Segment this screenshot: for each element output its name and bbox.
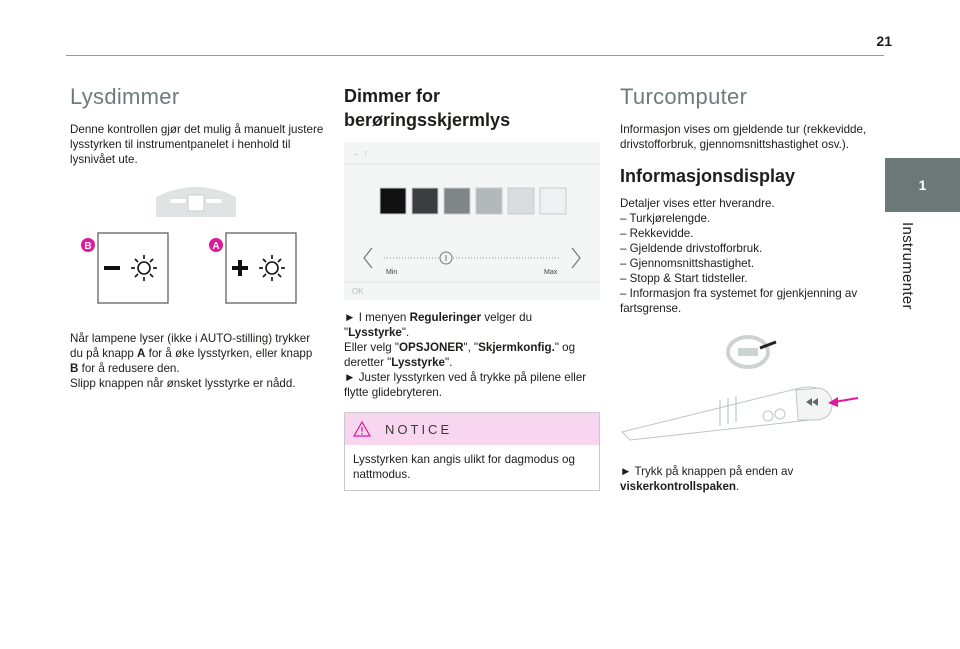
list-item: – Informasjon fra systemet for gjenkjenning av fartsgrense.: [620, 287, 858, 315]
list-item: – Gjennomsnittshastighet.: [620, 257, 755, 270]
chapter-tab[interactable]: [885, 158, 960, 212]
lysdimmer-body: [70, 331, 325, 391]
step-text: .: [736, 480, 740, 493]
brightness-swatch: [380, 188, 406, 214]
step-text: ".: [445, 356, 453, 369]
body-line: Når lampene lyser (ikke i AUTO-stilling) trykker: [70, 332, 311, 345]
steering-wheel-icon: [728, 337, 776, 367]
top-rule: [66, 55, 884, 56]
info-list: [620, 211, 875, 316]
wiper-stalk-illustration: [620, 322, 875, 460]
turcomputer-intro: Informasjon vises om gjeldende tur (rekkevidde, drivstofforbruk, gjennomsnittshastighet osv.).: [620, 123, 867, 151]
section-subtitle-infodisplay: Informasjonsdisplay: [620, 166, 796, 186]
brightness-swatch: [476, 188, 502, 214]
touchscreen-illustration: [344, 142, 600, 300]
list-item: – Gjeldende drivstofforbruk.: [620, 242, 763, 255]
section-title-lysdimmer: Lysdimmer: [70, 84, 180, 109]
left-arrow-icon: [364, 248, 372, 268]
step-control: viskerkontrollspaken: [620, 480, 736, 493]
body-key-a: A: [137, 347, 146, 360]
step-text: ► Trykk på knappen på enden av: [620, 465, 794, 478]
column-turcomputer: [620, 80, 875, 494]
brightness-swatch: [444, 188, 470, 214]
step-menu: Reguleringer: [409, 311, 482, 324]
brightness-swatch: [412, 188, 438, 214]
body-text: du på knapp: [70, 347, 138, 360]
step-text: ".: [401, 326, 410, 339]
warning-icon: [353, 421, 371, 437]
dimmer-illustration: [70, 175, 325, 325]
step-text: " og: [554, 341, 576, 354]
title-line: berøringsskjermlys: [344, 110, 511, 130]
slider-min-label: Min: [386, 269, 398, 276]
body-key-b: B: [70, 362, 79, 375]
brightness-swatch: [508, 188, 534, 214]
step-text: ► Juster lysstyrken ved å trykke på pilene eller flytte glidebryteren.: [344, 371, 587, 399]
wiper-stalk-icon: [622, 387, 832, 440]
info-list-intro: Detaljer vises etter hverandre.: [620, 197, 775, 210]
notice-box: [344, 412, 600, 491]
list-item: – Stopp & Start tidsteller.: [620, 272, 748, 285]
right-arrow-icon: [572, 248, 580, 268]
step-text: deretter ": [344, 356, 392, 369]
marker-b-label: B: [84, 241, 92, 252]
step-menu: OPSJONER: [399, 341, 464, 354]
step-menu: Lysstyrke: [391, 356, 446, 369]
marker-a-label: A: [212, 241, 220, 252]
chapter-label: Instrumenter: [899, 222, 916, 310]
marker-b: [81, 238, 95, 252]
title-line: Dimmer for: [344, 86, 441, 106]
notice-body: Lysstyrken kan angis ulikt for dagmodus og nattmodus.: [353, 453, 575, 481]
step-text: velger du: [481, 311, 533, 324]
step-menu: Skjermkonfig.: [478, 341, 555, 354]
brightness-swatch: [540, 188, 566, 214]
step-text: ► I menyen: [344, 311, 410, 324]
wiper-step: [620, 464, 875, 494]
step-text: Eller velg ": [344, 341, 400, 354]
column-dimmer-beroringsskjerm: [344, 80, 600, 491]
section-title-dimmer: [344, 84, 600, 132]
button-b-illustration: [98, 233, 168, 303]
back-arrow-icon: ← ↑: [352, 148, 369, 158]
pointer-arrow-icon: [828, 397, 858, 407]
list-item: – Rekkevidde.: [620, 227, 694, 240]
marker-a: [209, 238, 223, 252]
lysdimmer-intro: Denne kontrollen gjør det mulig å manuelt justere lysstyrken til instrumentpanelet i henhold til lysnivået ute.: [70, 123, 324, 166]
ok-label: OK: [352, 287, 364, 296]
page-number: 21: [876, 33, 892, 49]
slider-max-label: Max: [544, 269, 558, 276]
body-text: for å øke lysstyrken, eller knapp: [145, 347, 313, 360]
touchscreen-graphic: [344, 142, 600, 300]
column-lysdimmer: [70, 80, 325, 391]
step-text: ", ": [463, 341, 479, 354]
button-a-illustration: [226, 233, 296, 303]
dashboard-outline-icon: [156, 187, 236, 217]
brightness-swatches: [380, 188, 566, 214]
section-title-turcomputer: Turcomputer: [620, 84, 748, 109]
chapter-number: 1: [918, 177, 927, 193]
list-item: – Turkjørelengde.: [620, 212, 711, 225]
step-text: ": [344, 326, 349, 339]
dimmer-steps: [344, 310, 600, 400]
notice-title: NOTICE: [385, 421, 453, 437]
body-line: Slipp knappen når ønsket lysstyrke er nådd.: [70, 377, 296, 390]
slider-handle-icon: [440, 252, 452, 264]
body-text: for å redusere den.: [78, 362, 180, 375]
step-menu: Lysstyrke: [348, 326, 402, 339]
notice-header: [345, 413, 599, 445]
